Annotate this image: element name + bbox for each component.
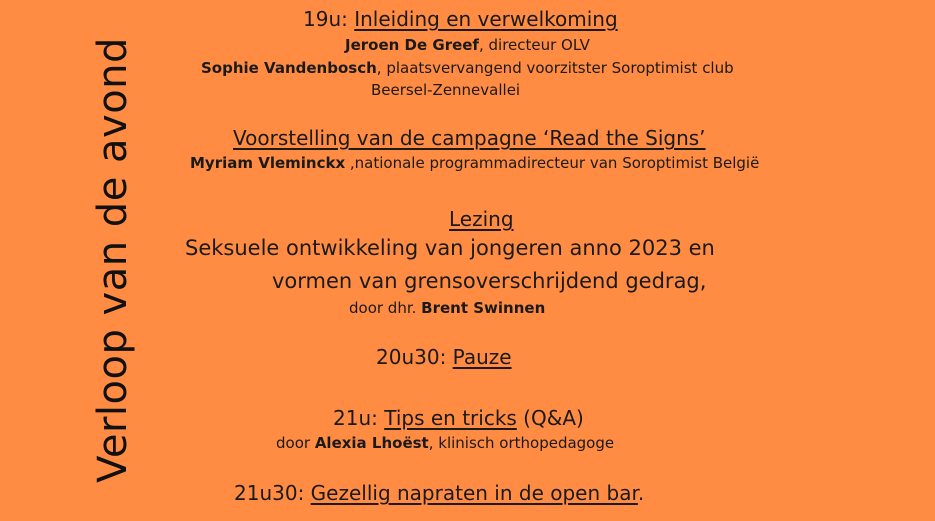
item1-time: 19u: bbox=[303, 7, 355, 31]
item5-title: Tips en tricks bbox=[384, 406, 517, 430]
item5-speaker bbox=[276, 434, 614, 452]
item6-title: Gezellig napraten in de open bar bbox=[310, 481, 638, 505]
item3-heading bbox=[446, 207, 517, 231]
item1-speaker2-cont: Beersel-Zennevallei bbox=[371, 81, 521, 99]
item4-heading bbox=[376, 345, 512, 369]
item5-speaker-name: Alexia Lhoëst bbox=[314, 434, 429, 452]
item5-speaker-role: , klinisch orthopedagoge bbox=[428, 434, 615, 452]
item3-by-prefix: door dhr. bbox=[349, 299, 422, 317]
item6-suffix: . bbox=[637, 481, 645, 505]
item3-line1: Seksuele ontwikkeling van jongeren anno 2023 en bbox=[185, 236, 715, 260]
item2-speaker bbox=[190, 154, 759, 172]
item2-title: Voorstelling van de campagne ‘Read the Signs’ bbox=[233, 126, 706, 150]
item5-suffix: (Q&A) bbox=[516, 406, 584, 430]
item1-speaker2 bbox=[201, 59, 734, 77]
item3-line2: vormen van grensoverschrijdend gedrag, bbox=[272, 269, 707, 293]
item2-speaker-name: Myriam Vleminckx bbox=[190, 154, 346, 172]
item6-heading bbox=[234, 481, 644, 505]
side-title-text: Verloop van de avond bbox=[90, 37, 136, 483]
item5-by-prefix: door bbox=[276, 434, 315, 452]
item1-speaker1-role: , directeur OLV bbox=[478, 36, 590, 54]
item3-speaker-name: Brent Swinnen bbox=[421, 299, 546, 317]
item4-title: Pauze bbox=[452, 345, 512, 369]
item1-speaker2-name: Sophie Vandenbosch bbox=[201, 59, 377, 77]
side-title bbox=[88, 10, 138, 510]
item4-time: 20u30: bbox=[376, 345, 453, 369]
item1-speaker2-role: , plaatsvervangend voorzitster Soroptimist club bbox=[376, 59, 734, 77]
item1-speaker1 bbox=[345, 36, 590, 54]
item1-speaker1-name: Jeroen De Greef bbox=[345, 36, 479, 54]
item6-time: 21u30: bbox=[234, 481, 311, 505]
item3-speaker bbox=[349, 299, 545, 317]
item1-heading bbox=[303, 7, 618, 31]
item1-title: Inleiding en verwelkoming bbox=[354, 7, 618, 31]
item2-heading bbox=[233, 126, 706, 150]
item2-speaker-role: ,nationale programmadirecteur van Soroptimist België bbox=[345, 154, 760, 172]
item3-title: Lezing bbox=[449, 207, 514, 231]
item5-time: 21u: bbox=[333, 406, 385, 430]
item5-heading bbox=[333, 406, 584, 430]
